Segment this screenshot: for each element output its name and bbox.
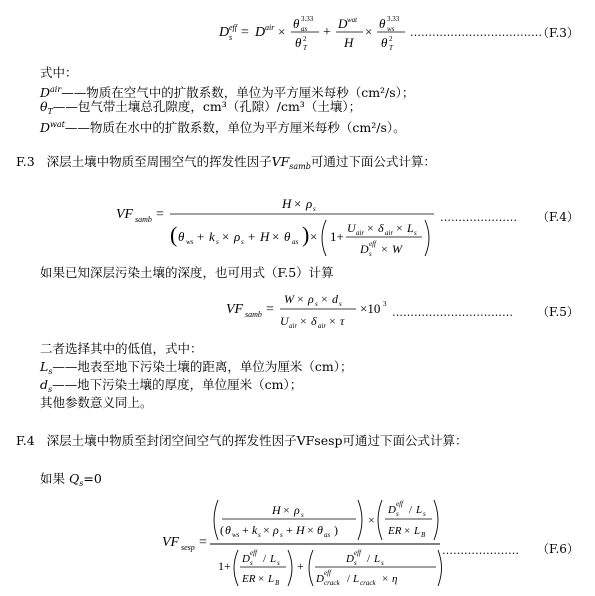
- svg-text:VF: VF: [226, 302, 244, 317]
- svg-text:VF: VF: [162, 535, 180, 550]
- svg-text:H: H: [272, 503, 281, 517]
- svg-text:samb: samb: [135, 215, 152, 224]
- svg-text:k: k: [252, 523, 258, 537]
- svg-text:s: s: [229, 33, 233, 42]
- svg-text:s: s: [369, 250, 372, 258]
- svg-text:wat: wat: [347, 16, 358, 24]
- svg-text:ws: ws: [232, 531, 240, 539]
- symbol-theta-t: $\theta_T$: [40, 99, 53, 116]
- symbol-d-air: $D^{air}$: [40, 85, 62, 100]
- svg-text:ρ: ρ: [294, 503, 300, 517]
- svg-text:×: ×: [258, 573, 265, 585]
- svg-text:ER: ER: [242, 573, 256, 585]
- section-f4-heading: [16, 432, 468, 449]
- svg-text:s: s: [414, 229, 417, 237]
- svg-text:/: /: [409, 504, 413, 516]
- svg-text:L: L: [416, 504, 423, 516]
- svg-text:L: L: [353, 573, 360, 585]
- svg-text:ρ: ρ: [234, 229, 241, 244]
- svg-text:s: s: [241, 238, 244, 246]
- definition-text: ——物质在空气中的扩散系数，单位为平方厘米每秒（cm²/s）；: [61, 85, 415, 100]
- svg-text:D: D: [316, 573, 324, 585]
- svg-text:D: D: [360, 242, 369, 256]
- svg-text:×: ×: [329, 314, 336, 328]
- svg-text:θ: θ: [178, 229, 185, 244]
- svg-text:s: s: [423, 510, 426, 518]
- definition-text: ——地下污染土壤的厚度，单位厘米（cm）；: [52, 377, 303, 392]
- svg-text:crack: crack: [360, 579, 376, 587]
- svg-text:δ: δ: [311, 314, 317, 328]
- equation-number: （F.6）: [537, 542, 579, 556]
- svg-text:×: ×: [365, 24, 373, 39]
- svg-text:D: D: [346, 553, 354, 565]
- svg-text:eff: eff: [354, 549, 361, 557]
- svg-text:L: L: [414, 525, 421, 537]
- svg-text:×: ×: [294, 196, 302, 211]
- svg-text:T: T: [303, 44, 307, 52]
- svg-text:×: ×: [310, 229, 318, 244]
- svg-text:): ): [334, 523, 338, 537]
- definition-d-wat: [40, 116, 406, 136]
- svg-text:θ: θ: [225, 523, 231, 537]
- svg-text:eff: eff: [229, 23, 237, 32]
- svg-text:ER: ER: [388, 525, 402, 537]
- svg-text:H: H: [344, 35, 354, 50]
- svg-text:=: =: [199, 535, 207, 550]
- depth-known-text: 如果已知深层污染土壤的深度，也可用式（F.5）计算: [40, 265, 334, 280]
- svg-text:s: s: [381, 559, 384, 567]
- svg-text:D: D: [338, 16, 348, 31]
- svg-text:VF: VF: [116, 207, 134, 222]
- svg-text:U: U: [347, 221, 356, 235]
- equation-number: （F.4）: [537, 210, 579, 224]
- svg-text:θ: θ: [284, 229, 291, 244]
- svg-text:as: as: [301, 25, 308, 33]
- svg-text:1+: 1+: [330, 229, 344, 244]
- svg-text:ws: ws: [186, 238, 194, 246]
- svg-text:(: (: [220, 523, 224, 537]
- svg-text:L: L: [374, 553, 381, 565]
- svg-text:air: air: [385, 229, 394, 237]
- svg-text:air: air: [318, 322, 327, 330]
- section-text: 可通过下面公式计算：: [310, 154, 436, 169]
- svg-text:(: (: [170, 222, 178, 247]
- definition-text: ——物质在水中的扩散系数，单位为平方厘米每秒（cm²/s）。: [64, 120, 406, 135]
- leader-dots: ……………………………: [392, 306, 513, 319]
- svg-text:d: d: [332, 292, 338, 306]
- svg-text:+: +: [286, 523, 293, 537]
- other-params-text: 其他参数意义同上。: [40, 395, 153, 410]
- svg-text:eff: eff: [369, 240, 376, 248]
- svg-text:×: ×: [404, 525, 411, 537]
- svg-text:×: ×: [297, 292, 304, 306]
- where-intro: 式中：: [40, 65, 78, 80]
- svg-text:=: =: [241, 25, 249, 40]
- svg-text:=: =: [266, 302, 274, 317]
- svg-text:τ: τ: [340, 314, 345, 328]
- svg-text:as: as: [292, 238, 299, 246]
- svg-text:2: 2: [303, 35, 307, 43]
- section-text: 深层土壤中物质至周围空气的挥发性因子: [46, 154, 272, 169]
- svg-text:/: /: [347, 573, 351, 585]
- svg-text:=: =: [156, 207, 164, 222]
- svg-text:+: +: [297, 559, 304, 573]
- svg-text:θ: θ: [293, 16, 300, 31]
- svg-text:L: L: [268, 573, 275, 585]
- condition-prefix: 如果: [40, 471, 69, 486]
- svg-text:B: B: [275, 579, 280, 587]
- svg-text:W: W: [392, 242, 402, 256]
- svg-text:δ: δ: [378, 221, 384, 235]
- definition-text: ——包气带土壤总孔隙度，cm³（孔隙）/cm³（土壤）；: [52, 99, 362, 114]
- svg-text:as: as: [324, 531, 331, 539]
- svg-text:η: η: [392, 573, 398, 585]
- svg-text:sesp: sesp: [181, 543, 195, 552]
- svg-text:+: +: [197, 229, 205, 244]
- svg-text:W: W: [284, 292, 294, 306]
- svg-text:ρ: ρ: [306, 196, 313, 211]
- leader-dots: …………………: [440, 211, 517, 224]
- symbol-ls: $L_s$: [40, 359, 53, 376]
- svg-text:): ): [302, 222, 310, 247]
- svg-text:1+: 1+: [218, 559, 231, 573]
- section-number: F.4: [16, 433, 35, 448]
- svg-text:+: +: [323, 25, 331, 40]
- svg-text:×: ×: [321, 292, 328, 306]
- definition-text: ——地表至地下污染土壤的距离，单位为厘米（cm）；: [52, 359, 353, 374]
- svg-text:×: ×: [278, 24, 286, 39]
- svg-text:s: s: [301, 511, 304, 519]
- svg-text:×: ×: [263, 523, 270, 537]
- svg-text:air: air: [265, 23, 275, 32]
- svg-text:L: L: [270, 553, 277, 565]
- svg-text:ρ: ρ: [273, 523, 279, 537]
- svg-text:3.33: 3.33: [387, 15, 400, 23]
- svg-text:s: s: [339, 300, 342, 308]
- svg-text:3.33: 3.33: [301, 15, 314, 23]
- svg-text:k: k: [209, 229, 215, 244]
- svg-text:s: s: [354, 559, 357, 567]
- equation-f3-formula: [215, 6, 415, 52]
- svg-text:×: ×: [396, 221, 403, 235]
- svg-text:s: s: [280, 531, 283, 539]
- svg-text:×: ×: [272, 229, 280, 244]
- svg-text:×10: ×10: [360, 301, 381, 316]
- svg-text:D: D: [255, 25, 266, 40]
- equation-f6-formula: [160, 494, 442, 594]
- where-intro: 二者选择其中的低值，式中：: [40, 341, 203, 356]
- svg-text:×: ×: [381, 242, 388, 256]
- symbol-vf-samb: $VF_{samb}$: [271, 154, 311, 171]
- svg-text:D: D: [242, 553, 250, 565]
- svg-text:s: s: [315, 300, 318, 308]
- svg-text:×: ×: [367, 221, 374, 235]
- svg-text:s: s: [313, 205, 316, 213]
- symbol-d-wat: $D^{wat}$: [40, 120, 65, 135]
- svg-text:eff: eff: [396, 500, 403, 508]
- svg-text:/: /: [367, 553, 371, 565]
- symbol-ds: $d_s$: [40, 377, 53, 394]
- svg-text:×: ×: [283, 503, 290, 517]
- svg-text:D: D: [219, 25, 230, 40]
- svg-text:D: D: [388, 504, 396, 516]
- svg-text:+: +: [242, 523, 249, 537]
- svg-text:s: s: [396, 510, 399, 518]
- svg-text:H: H: [260, 229, 270, 244]
- svg-text:ρ: ρ: [308, 292, 314, 306]
- svg-text:2: 2: [389, 35, 393, 43]
- svg-text:×: ×: [222, 229, 230, 244]
- svg-text:+: +: [248, 229, 256, 244]
- svg-text:θ: θ: [381, 35, 388, 50]
- svg-text:×: ×: [300, 314, 307, 328]
- svg-text:θ: θ: [295, 35, 302, 50]
- svg-text:s: s: [258, 531, 261, 539]
- equation-f4-formula: [112, 186, 442, 262]
- svg-text:3: 3: [383, 300, 387, 308]
- leader-dots: …………………: [442, 544, 519, 557]
- svg-text:T: T: [389, 44, 393, 52]
- svg-text:×: ×: [307, 523, 314, 537]
- section-text: 深层土壤中物质至封闭空间空气的挥发性因子VFsesp可通过下面公式计算：: [46, 433, 468, 448]
- svg-text:H: H: [282, 196, 292, 211]
- section-number: F.3: [16, 154, 35, 169]
- svg-text:s: s: [277, 559, 280, 567]
- svg-text:ws: ws: [387, 25, 395, 33]
- equation-number: （F.3）: [537, 26, 579, 40]
- symbol-qs: $Q_s$: [68, 471, 84, 488]
- svg-text:U: U: [280, 314, 289, 328]
- svg-text:s: s: [216, 238, 219, 246]
- svg-text:×: ×: [368, 513, 375, 527]
- svg-text:air: air: [356, 229, 365, 237]
- svg-text:θ: θ: [379, 16, 386, 31]
- svg-text:×: ×: [382, 573, 389, 585]
- condition-suffix: =0: [83, 471, 102, 486]
- svg-text:θ: θ: [317, 523, 323, 537]
- condition-text: [40, 470, 102, 492]
- svg-text:eff: eff: [324, 569, 331, 577]
- leader-dots: ………………………………: [410, 26, 542, 39]
- svg-text:eff: eff: [250, 549, 257, 557]
- svg-text:crack: crack: [324, 579, 340, 587]
- svg-text:s: s: [250, 559, 253, 567]
- svg-text:/: /: [263, 553, 267, 565]
- svg-text:samb: samb: [245, 310, 262, 319]
- svg-text:air: air: [289, 322, 298, 330]
- svg-text:L: L: [407, 221, 414, 235]
- section-f3-heading: [16, 153, 436, 175]
- svg-text:B: B: [421, 531, 426, 539]
- equation-number: （F.5）: [537, 305, 579, 319]
- svg-text:H: H: [296, 523, 305, 537]
